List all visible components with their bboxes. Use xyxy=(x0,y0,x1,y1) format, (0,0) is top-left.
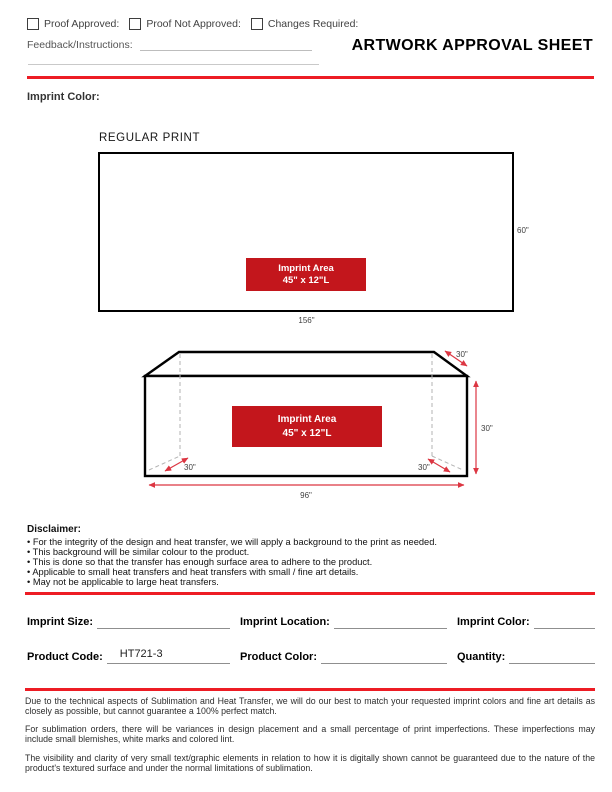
product-code-label: Product Code: xyxy=(27,651,103,663)
disclaimer-divider-rule xyxy=(25,592,595,595)
form-divider-rule xyxy=(25,688,595,691)
form-row-1 xyxy=(27,612,595,629)
table-cover-3d-diagram xyxy=(128,340,510,504)
imprint-size-field xyxy=(27,612,240,629)
imprint-area-size: 45" x 12"L xyxy=(282,275,330,286)
disclaimer-section xyxy=(27,524,589,587)
quantity-field xyxy=(457,647,595,664)
disclaimer-title: Disclaimer: xyxy=(27,524,81,535)
product-color-label: Product Color: xyxy=(240,651,317,663)
side-height-dimension: 30" xyxy=(481,424,493,433)
3d-imprint-area-size: 45" x 12"L xyxy=(282,428,332,439)
proof-approved-label: Proof Approved: xyxy=(44,18,120,30)
top-depth-dimension: 30" xyxy=(456,350,468,359)
form-row-2 xyxy=(27,647,595,664)
footer-legal-text xyxy=(25,697,595,782)
bottom-width-dimension: 96" xyxy=(300,491,312,500)
changes-required-label: Changes Required: xyxy=(267,18,359,30)
regular-print-label: REGULAR PRINT xyxy=(99,132,201,144)
approval-checkbox-row xyxy=(27,18,358,30)
product-code-field xyxy=(27,647,240,664)
changes-required-checkbox[interactable] xyxy=(251,18,263,30)
imprint-size-label: Imprint Size: xyxy=(27,616,94,628)
bottom-left-depth-dimension: 30" xyxy=(184,463,196,472)
disclaimer-bullet: • This background will be similar colour to the product. xyxy=(27,547,250,557)
disclaimer-bullet: • Applicable to small heat transfers and heat transfers with small / fine art details. xyxy=(27,567,359,577)
imprint-size-input-line[interactable] xyxy=(97,612,230,629)
3d-imprint-area-box xyxy=(232,406,382,447)
product-color-input-line[interactable] xyxy=(321,647,447,664)
page-title: ARTWORK APPROVAL SHEET xyxy=(351,37,593,54)
imprint-location-label: Imprint Location: xyxy=(240,616,330,628)
regular-print-height-dimension: 60" xyxy=(517,226,529,235)
regular-print-imprint-area xyxy=(246,258,366,291)
footer-paragraph-1: Due to the technical aspects of Sublimation and Heat Transfer, we will do our best to match your requested imprint colors and fine art details as closely as possible, but cannot guarantee a 100% perfect match. xyxy=(25,696,595,716)
imprint-color-field xyxy=(457,612,595,629)
bottom-right-depth-dimension: 30" xyxy=(418,463,430,472)
imprint-color-section-label: Imprint Color: xyxy=(27,91,100,103)
header-divider-rule xyxy=(27,76,594,79)
disclaimer-bullet: • For the integrity of the design and heat transfer, we will apply a background to the print as needed. xyxy=(27,537,437,547)
proof-approved-option[interactable] xyxy=(27,18,119,30)
proof-not-approved-option[interactable] xyxy=(129,18,241,30)
top-face-outline xyxy=(145,352,467,376)
proof-not-approved-checkbox[interactable] xyxy=(129,18,141,30)
imprint-color-input-line[interactable] xyxy=(534,612,595,629)
changes-required-option[interactable] xyxy=(251,18,358,30)
proof-not-approved-label: Proof Not Approved: xyxy=(146,18,241,30)
footer-paragraph-3: The visibility and clarity of very small text/graphic elements in relation to how it is digitally shown cannot be guaranteed due to the nature of the product's textured surface and under the normal limitations of sublimation. xyxy=(25,752,595,773)
disclaimer-bullet: • May not be applicable to large heat transfers. xyxy=(27,577,219,587)
regular-print-width-dimension: 156" xyxy=(298,316,315,325)
feedback-input-line-1[interactable] xyxy=(140,40,312,51)
proof-approved-checkbox[interactable] xyxy=(27,18,39,30)
quantity-input-line[interactable] xyxy=(509,647,595,664)
3d-imprint-area-title: Imprint Area xyxy=(277,414,337,425)
footer-paragraph-2: For sublimation orders, there will be variances in design placement and a small percentage of print imperfections. These imperfections may include small blemishes, white marks and colored lint. xyxy=(25,724,595,745)
imprint-location-field xyxy=(240,612,457,629)
disclaimer-bullet: • This is done so that the transfer has enough surface area to adhere to the product. xyxy=(27,557,373,567)
imprint-area-title: Imprint Area xyxy=(278,263,334,274)
quantity-label: Quantity: xyxy=(457,651,506,663)
product-code-input-line[interactable] xyxy=(107,647,230,664)
imprint-color-label: Imprint Color: xyxy=(457,616,530,628)
feedback-label: Feedback/Instructions: xyxy=(27,39,133,51)
product-code-value: HT721-3 xyxy=(119,648,163,660)
product-color-field xyxy=(240,647,457,664)
imprint-location-input-line[interactable] xyxy=(334,612,447,629)
feedback-input-line-2[interactable] xyxy=(28,53,319,65)
feedback-row xyxy=(27,39,312,51)
